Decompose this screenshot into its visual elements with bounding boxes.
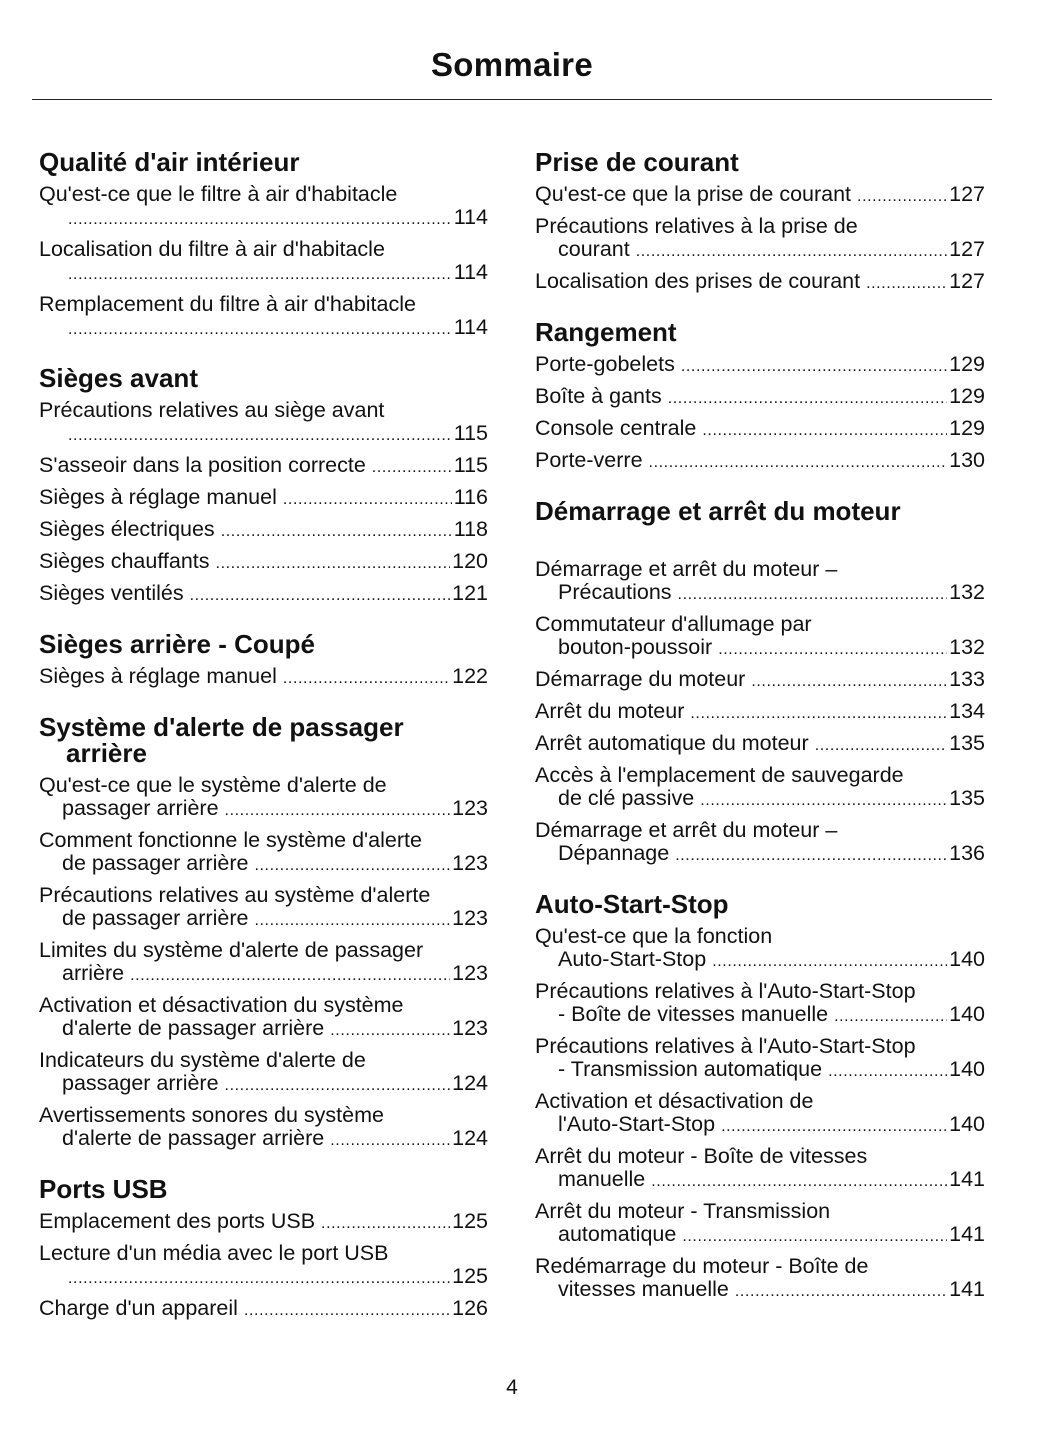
toc-entry-text: Sièges à réglage manuel <box>39 664 277 688</box>
dot-leader <box>751 670 947 693</box>
toc-entry[interactable] <box>535 215 985 263</box>
toc-entry-line <box>535 787 985 812</box>
toc-page-number[interactable]: 124 <box>452 1126 488 1150</box>
toc-entry[interactable] <box>39 994 488 1042</box>
toc-entry-text: Charge d'un appareil <box>39 1296 238 1320</box>
toc-entry[interactable] <box>535 700 985 725</box>
toc-entry-line <box>535 842 985 867</box>
toc-entry-text: d'alerte de passager arrière <box>62 1126 325 1150</box>
toc-entry-text: Comment fonctionne le système d'alerte <box>39 828 422 852</box>
toc-page-number[interactable]: 120 <box>452 549 488 573</box>
toc-entry[interactable] <box>535 732 985 757</box>
toc-entry-line <box>535 948 985 973</box>
toc-page-number[interactable]: 130 <box>949 448 985 472</box>
dot-leader <box>651 1170 947 1193</box>
section-heading-text: arrière <box>66 738 147 768</box>
toc-entry[interactable] <box>535 980 985 1028</box>
toc-page-number[interactable]: 141 <box>949 1277 985 1301</box>
toc-page-number[interactable]: 127 <box>949 182 985 206</box>
toc-entry-line <box>535 385 985 410</box>
toc-entry-text: Précautions relatives à la prise de <box>535 214 858 238</box>
toc-entry-text: manuelle <box>558 1167 646 1191</box>
toc-entry-text: Limites du système d'alerte de passager <box>39 938 424 962</box>
dot-leader <box>330 1129 450 1152</box>
toc-entry-text: Qu'est-ce que le filtre à air d'habitacle <box>39 182 398 206</box>
toc-entry-text: Sièges chauffants <box>39 549 210 573</box>
dot-leader <box>636 240 947 263</box>
toc-page-number[interactable]: 122 <box>452 664 488 688</box>
toc-page-number[interactable]: 135 <box>949 786 985 810</box>
toc-entry-text: passager arrière <box>62 1071 219 1095</box>
toc-page-number[interactable]: 133 <box>949 667 985 691</box>
toc-entry-text: courant <box>558 237 630 261</box>
dot-leader <box>68 263 452 286</box>
toc-page-number[interactable]: 140 <box>949 1002 985 1026</box>
toc-entry[interactable] <box>39 1104 488 1152</box>
dot-leader <box>225 799 451 822</box>
dot-leader <box>649 451 948 474</box>
toc-entry-line <box>535 1278 985 1303</box>
toc-entry[interactable] <box>39 1049 488 1097</box>
toc-entry-line <box>39 1265 488 1290</box>
dot-leader <box>130 964 450 987</box>
toc-entry-line <box>39 422 488 447</box>
toc-page-number[interactable]: 115 <box>453 453 488 477</box>
toc-entry-line <box>39 1210 488 1235</box>
toc-entry[interactable] <box>39 486 488 511</box>
toc-page-number[interactable]: 127 <box>949 237 985 261</box>
toc-entry-line <box>39 1017 488 1042</box>
toc-entry[interactable] <box>39 1242 488 1290</box>
toc-entry-line <box>535 1113 985 1138</box>
toc-entry-text: Redémarrage du moteur - Boîte de <box>535 1254 869 1278</box>
toc-entry-line <box>39 518 488 543</box>
toc-entry-text: Localisation du filtre à air d'habitacle <box>39 237 385 261</box>
dot-leader <box>225 1074 451 1097</box>
dot-leader <box>216 552 451 575</box>
toc-page-number[interactable]: 123 <box>452 1016 488 1040</box>
toc-page-number[interactable]: 141 <box>949 1222 985 1246</box>
toc-entry-text: passager arrière <box>62 796 219 820</box>
toc-entry[interactable] <box>535 819 985 867</box>
dot-leader <box>678 583 948 606</box>
dot-leader <box>815 734 947 757</box>
toc-entry-text: Précautions relatives à l'Auto-Start-Stop <box>535 1034 916 1058</box>
toc-entry[interactable] <box>535 1035 985 1083</box>
toc-entry[interactable] <box>39 939 488 987</box>
section-heading <box>39 631 488 657</box>
toc-entry-line <box>39 665 488 690</box>
toc-entry[interactable] <box>39 774 488 822</box>
page-number: 4 <box>506 1376 518 1399</box>
toc-entry-text: Dépannage <box>558 841 670 865</box>
toc-entry-text: S'asseoir dans la position correcte <box>39 453 366 477</box>
dot-leader <box>68 1267 450 1290</box>
toc-entry-text: Précautions relatives à l'Auto-Start-Stop <box>535 979 916 1003</box>
toc-entry-line <box>535 1168 985 1193</box>
toc-entry-text: Boîte à gants <box>535 384 662 408</box>
toc-entry-text: Arrêt du moteur <box>535 699 685 723</box>
toc-entry[interactable] <box>39 665 488 690</box>
toc-entry-line <box>535 636 985 661</box>
toc-entry-text: - Boîte de vitesses manuelle <box>558 1002 829 1026</box>
toc-entry[interactable] <box>39 550 488 575</box>
toc-entry-text: bouton-poussoir <box>558 635 713 659</box>
dot-leader <box>283 488 452 511</box>
section-heading-text: Qualité d'air intérieur <box>39 147 300 177</box>
toc-entry-line <box>535 1223 985 1248</box>
toc-entry[interactable] <box>535 353 985 378</box>
toc-entry-line <box>535 1058 985 1083</box>
toc-entry-text: Activation et désactivation de <box>535 1089 814 1113</box>
toc-entry-text: Qu'est-ce que la prise de courant <box>535 182 852 206</box>
toc-entry[interactable] <box>535 270 985 295</box>
dot-leader <box>828 1060 947 1083</box>
dot-leader <box>857 185 947 208</box>
toc-page-number[interactable]: 135 <box>949 731 985 755</box>
toc-entry-line <box>39 261 488 286</box>
section-heading <box>535 891 985 917</box>
toc-page-number[interactable]: 125 <box>452 1209 488 1233</box>
toc-entry[interactable] <box>535 1200 985 1248</box>
toc-page-number[interactable]: 115 <box>453 421 488 445</box>
toc-entry-text: l'Auto-Start-Stop <box>558 1112 716 1136</box>
dot-leader <box>68 318 452 341</box>
toc-page-number[interactable]: 141 <box>949 1167 985 1191</box>
toc-entry-line <box>39 1297 488 1322</box>
toc-entry-line <box>535 732 985 757</box>
toc-entry-text: Précautions <box>558 580 672 604</box>
section-heading <box>535 149 985 175</box>
toc-entry-text: de passager arrière <box>62 851 249 875</box>
toc-entry-text: Arrêt du moteur - Boîte de vitesses <box>535 1144 868 1168</box>
toc-entry[interactable] <box>535 764 985 812</box>
dot-leader <box>244 1299 450 1322</box>
toc-entry-text: Démarrage et arrêt du moteur – <box>535 557 838 581</box>
toc-entry[interactable] <box>39 1210 488 1235</box>
toc-entry[interactable] <box>535 183 985 208</box>
toc-entry-line <box>535 238 985 263</box>
dot-leader <box>712 950 947 973</box>
dot-leader <box>254 909 450 932</box>
toc-entry-text: Porte-gobelets <box>535 352 675 376</box>
toc-page-number[interactable]: 129 <box>949 416 985 440</box>
toc-entry[interactable] <box>535 925 985 973</box>
toc-page-number[interactable]: 123 <box>452 906 488 930</box>
toc-entry-text: - Transmission automatique <box>558 1057 823 1081</box>
toc-entry-text: Démarrage et arrêt du moteur – <box>535 818 838 842</box>
toc-entry-line <box>535 668 985 693</box>
toc-page-number[interactable]: 124 <box>452 1071 488 1095</box>
dot-leader <box>283 667 450 690</box>
toc-entry[interactable] <box>39 183 488 231</box>
toc-entry-text: d'alerte de passager arrière <box>62 1016 325 1040</box>
dot-leader <box>702 419 947 442</box>
toc-entry[interactable] <box>535 558 985 606</box>
toc-page-number[interactable]: 123 <box>452 796 488 820</box>
section-heading <box>535 498 985 524</box>
toc-page-number[interactable]: 123 <box>452 961 488 985</box>
toc-entry[interactable] <box>39 293 488 341</box>
toc-entry-text: Console centrale <box>535 416 697 440</box>
toc-entry[interactable] <box>535 613 985 661</box>
toc-page-number[interactable]: 140 <box>949 947 985 971</box>
dot-leader <box>330 1019 450 1042</box>
title-divider <box>32 99 992 100</box>
section-heading <box>39 1176 488 1202</box>
toc-entry-line <box>39 486 488 511</box>
toc-entry-text: Précautions relatives au siège avant <box>39 398 385 422</box>
toc-entry-text: automatique <box>558 1222 677 1246</box>
toc-entry[interactable] <box>39 518 488 543</box>
toc-entry-text: Localisation des prises de courant <box>535 269 861 293</box>
toc-entry-text: Indicateurs du système d'alerte de <box>39 1048 366 1072</box>
toc-entry-line <box>39 206 488 231</box>
toc-page-number[interactable]: 114 <box>453 205 488 229</box>
toc-entry[interactable] <box>535 1145 985 1193</box>
toc-entry[interactable] <box>535 668 985 693</box>
dot-leader <box>690 702 947 725</box>
toc-page-number[interactable]: 129 <box>949 352 985 376</box>
toc-entry[interactable] <box>535 1255 985 1303</box>
dot-leader <box>721 1115 947 1138</box>
dot-leader <box>834 1005 947 1028</box>
section-heading-text: Démarrage et arrêt du moteur <box>535 496 901 526</box>
toc-entry[interactable] <box>39 884 488 932</box>
toc-page-number[interactable]: 116 <box>453 485 488 509</box>
toc-entry-text: Démarrage du moteur <box>535 667 746 691</box>
dot-leader <box>675 844 947 867</box>
toc-entry-line <box>39 454 488 479</box>
toc-column-left <box>39 149 488 1329</box>
dot-leader <box>718 638 947 661</box>
toc-entry-text: Précautions relatives au système d'alerte <box>39 883 431 907</box>
toc-entry[interactable] <box>535 449 985 474</box>
toc-page-number[interactable]: 114 <box>453 260 488 284</box>
dot-leader <box>668 387 947 410</box>
toc-entry-text: Arrêt automatique du moteur <box>535 731 809 755</box>
toc-entry-text: Activation et désactivation du système <box>39 993 404 1017</box>
dot-leader <box>68 208 452 231</box>
toc-page-number[interactable]: 136 <box>949 841 985 865</box>
toc-entry-line <box>39 962 488 987</box>
toc-page-number[interactable]: 123 <box>452 851 488 875</box>
section-heading-text: Prise de courant <box>535 147 739 177</box>
toc-entry-line <box>535 449 985 474</box>
section-heading <box>535 319 985 345</box>
toc-entry[interactable] <box>535 385 985 410</box>
toc-entry-line <box>535 353 985 378</box>
toc-entry-text: Avertissements sonores du système <box>39 1103 384 1127</box>
toc-entry-text: Emplacement des ports USB <box>39 1209 316 1233</box>
dot-leader <box>321 1212 450 1235</box>
dot-leader <box>700 789 947 812</box>
toc-entry-line <box>39 550 488 575</box>
dot-leader <box>682 1225 947 1248</box>
toc-entry-text: Arrêt du moteur - Transmission <box>535 1199 831 1223</box>
dot-leader <box>68 424 452 447</box>
section-heading-text: Sièges avant <box>39 363 198 393</box>
toc-page-number[interactable]: 114 <box>453 315 488 339</box>
page-title: Sommaire <box>431 46 593 83</box>
toc-entry-line <box>39 907 488 932</box>
dot-leader <box>735 1280 947 1303</box>
toc-entry[interactable] <box>39 454 488 479</box>
section-heading <box>39 365 488 391</box>
toc-entry-text: Qu'est-ce que le système d'alerte de <box>39 773 387 797</box>
toc-entry[interactable] <box>535 417 985 442</box>
section-heading-text: Rangement <box>535 317 677 347</box>
toc-column-right <box>535 149 985 1310</box>
toc-entry-line <box>535 183 985 208</box>
section-heading <box>39 714 488 766</box>
toc-entry-line <box>535 1003 985 1028</box>
toc-entry-line <box>39 852 488 877</box>
toc-page-number[interactable]: 125 <box>452 1264 488 1288</box>
section-heading-text: Auto-Start-Stop <box>535 889 729 919</box>
toc-page-number[interactable]: 121 <box>452 581 488 605</box>
dot-leader <box>221 520 452 543</box>
toc-entry[interactable] <box>39 238 488 286</box>
toc-entry-text: vitesses manuelle <box>558 1277 729 1301</box>
toc-entry-line <box>39 316 488 341</box>
section-heading <box>39 149 488 175</box>
toc-entry-text: de clé passive <box>558 786 695 810</box>
toc-page-number[interactable]: 118 <box>453 517 488 541</box>
toc-entry[interactable] <box>39 399 488 447</box>
toc-entry-text: Qu'est-ce que la fonction <box>535 924 773 948</box>
toc-entry-line <box>535 581 985 606</box>
toc-entry-line <box>535 700 985 725</box>
toc-entry-line <box>39 1072 488 1097</box>
toc-entry[interactable] <box>535 1090 985 1138</box>
toc-entry-line <box>39 582 488 607</box>
toc-entry-text: Sièges ventilés <box>39 581 184 605</box>
toc-page-number[interactable]: 126 <box>452 1296 488 1320</box>
toc-entry-text: Lecture d'un média avec le port USB <box>39 1241 389 1265</box>
toc-page-number[interactable]: 132 <box>949 580 985 604</box>
dot-leader <box>681 355 947 378</box>
toc-entry-text: Porte-verre <box>535 448 643 472</box>
toc-entry-text: de passager arrière <box>62 906 249 930</box>
toc-page-number[interactable]: 132 <box>949 635 985 659</box>
toc-entry-line <box>535 417 985 442</box>
toc-entry[interactable] <box>39 582 488 607</box>
toc-entry-text: Sièges électriques <box>39 517 215 541</box>
toc-entry[interactable] <box>39 1297 488 1322</box>
toc-page-number[interactable]: 129 <box>949 384 985 408</box>
toc-entry-text: Accès à l'emplacement de sauvegarde <box>535 763 904 787</box>
toc-page-number[interactable]: 140 <box>949 1112 985 1136</box>
dot-leader <box>372 456 452 479</box>
section-heading-text: Système d'alerte de passager <box>39 712 404 742</box>
dot-leader <box>866 272 947 295</box>
toc-page-number[interactable]: 127 <box>949 269 985 293</box>
toc-entry-text: Sièges à réglage manuel <box>39 485 277 509</box>
toc-entry-line <box>39 797 488 822</box>
section-heading-text: Sièges arrière - Coupé <box>39 629 315 659</box>
section-heading-text: Ports USB <box>39 1174 168 1204</box>
toc-entry-line <box>535 270 985 295</box>
dot-leader <box>254 854 450 877</box>
toc-entry[interactable] <box>39 829 488 877</box>
toc-entry-line <box>39 1127 488 1152</box>
toc-entry-text: Remplacement du filtre à air d'habitacle <box>39 292 416 316</box>
toc-entry-text: Auto-Start-Stop <box>558 947 707 971</box>
toc-page-number[interactable]: 134 <box>949 699 985 723</box>
toc-page-number[interactable]: 140 <box>949 1057 985 1081</box>
toc-entry-text: Commutateur d'allumage par <box>535 612 812 636</box>
toc-entry-text: arrière <box>62 961 125 985</box>
dot-leader <box>190 584 451 607</box>
